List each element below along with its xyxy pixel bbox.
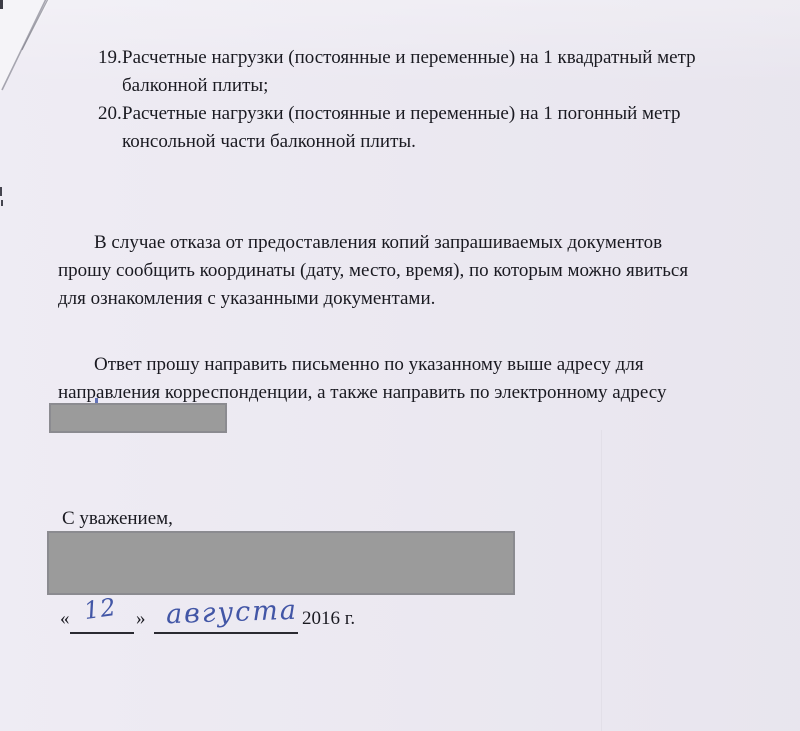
text-line: консольной части балконной плиты. — [122, 131, 416, 152]
paragraph-reply-address — [58, 351, 755, 407]
redaction-box-signature — [47, 531, 515, 595]
text-line: Ответ прошу направить письменно по указанному выше адресу для — [94, 354, 644, 375]
text-line: прошу сообщить координаты (дату, место, время), по которым можно явиться — [58, 260, 689, 281]
text-line: Расчетные нагрузки (постоянные и переменные) на 1 погонный метр — [122, 103, 681, 124]
list-item-20 — [98, 100, 755, 156]
numbered-list — [98, 44, 755, 156]
list-item-number: 19. — [98, 47, 122, 68]
text-line: для ознакомления с указанными документами. — [58, 288, 436, 309]
scan-speck — [0, 187, 2, 196]
handwritten-day: 12 — [82, 592, 119, 626]
date-open-quote: « — [60, 608, 70, 629]
date-close-quote: » — [136, 608, 146, 629]
redaction-box-email — [49, 403, 227, 433]
scanner-edge-mark — [0, 0, 3, 9]
list-item-text — [122, 100, 755, 156]
text-line: Расчетные нагрузки (постоянные и переменные) на 1 квадратный метр — [122, 47, 696, 68]
text-line: В случае отказа от предоставления копий запрашиваемых документов — [94, 232, 663, 253]
handwritten-month: августа — [165, 594, 299, 631]
text-line: направления корреспонденции, а также направить по электронному адресу — [58, 382, 667, 403]
vertical-fold-shadow — [601, 430, 602, 731]
text-line: балконной плиты; — [122, 75, 269, 96]
date-year-text: 2016 г. — [302, 608, 356, 629]
scan-speck — [1, 200, 3, 206]
list-item-number: 20. — [98, 103, 122, 124]
list-item-text — [122, 44, 755, 100]
paragraph-refusal-terms — [58, 229, 755, 313]
closing-text: С уважением, — [62, 508, 173, 529]
list-item-19 — [98, 44, 755, 100]
